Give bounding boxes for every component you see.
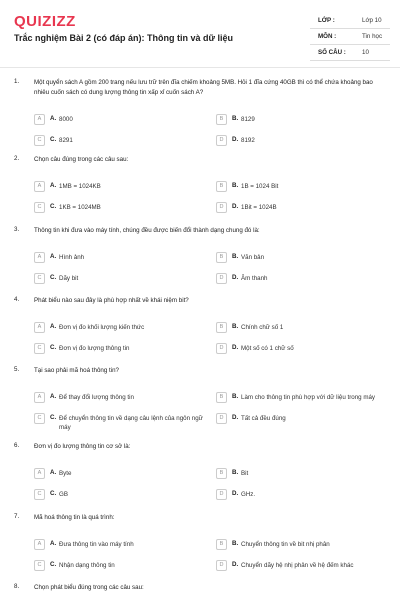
option-letter: A. [50, 115, 57, 122]
option-letter: A. [50, 469, 57, 476]
option-letter: C. [50, 561, 57, 568]
option-letter: D. [232, 490, 239, 497]
meta-value: 10 [362, 49, 369, 56]
meta-panel [310, 15, 390, 63]
option-box: A [34, 114, 45, 125]
option-box: A [34, 539, 45, 550]
question-number: 5. [14, 366, 20, 373]
option-box: B [216, 114, 227, 125]
option-box: A [34, 181, 45, 192]
option-box: B [216, 322, 227, 333]
question-text: Chọn phát biểu đúng trong các câu sau: [34, 584, 144, 591]
option-text: 8000 [59, 116, 73, 123]
meta-value: Lớp 10 [362, 17, 382, 24]
option-letter: C. [50, 136, 57, 143]
quizizz-logo: QUIZIZZ [14, 13, 76, 30]
option-letter: C. [50, 344, 57, 351]
option-box: D [216, 343, 227, 354]
option-text: Chính chữ số 1 [241, 324, 284, 331]
option-box: B [216, 392, 227, 403]
option-text: Nhận dạng thông tin [59, 562, 115, 569]
header-divider [0, 67, 400, 68]
question-number: 6. [14, 442, 20, 449]
option-letter: B. [232, 115, 239, 122]
meta-row-subject [310, 31, 390, 45]
option-box: D [216, 489, 227, 500]
option-letter: B. [232, 469, 239, 476]
option-letter: C. [50, 203, 57, 210]
option-letter: D. [232, 561, 239, 568]
option-text: 8291 [59, 137, 73, 144]
option-text: 1B = 1024 Bit [241, 183, 279, 190]
option-text: GB [59, 491, 68, 498]
option-letter: A. [50, 253, 57, 260]
option-box: D [216, 560, 227, 571]
option-letter: C. [50, 414, 57, 421]
option-box: B [216, 252, 227, 263]
option-text: Làm cho thông tin phù hợp với dữ liệu trong máy [241, 394, 376, 401]
meta-row-class [310, 15, 390, 29]
option-box: A [34, 322, 45, 333]
option-box: C [34, 273, 45, 284]
option-box: D [216, 273, 227, 284]
question-text: Một quyển sách A gồm 200 trang nếu lưu trữ trên đĩa chiếm khoảng 5MB. Hỏi 1 đĩa cứng 40GB thì có thể chứa khoảng bao nhiêu cuốn sách có dung lượng thông tin xấp xỉ cuốn sách A? [34, 79, 373, 96]
option-text: Để thay đổi lượng thông tin [59, 394, 134, 401]
option-text: 1Bit = 1024B [241, 204, 277, 211]
option-box: B [216, 181, 227, 192]
option-letter: D. [232, 203, 239, 210]
meta-label: SỐ CÂU : [318, 49, 346, 56]
option-text: Hình ảnh [59, 254, 85, 261]
option-box: C [34, 135, 45, 146]
option-box: C [34, 202, 45, 213]
question-text: Chọn câu đúng trong các câu sau: [34, 156, 129, 163]
option-letter: C. [50, 490, 57, 497]
option-letter: D. [232, 344, 239, 351]
option-text: GHz. [241, 491, 256, 498]
option-text: Dãy bit [59, 275, 79, 282]
option-text: Đưa thông tin vào máy tính [59, 541, 134, 548]
page-title: Trắc nghiệm Bài 2 (có đáp án): Thông tin và dữ liệu [14, 33, 234, 43]
option-text: 1MB = 1024KB [59, 183, 101, 190]
option-letter: B. [232, 393, 239, 400]
question-text: Thông tin khi đưa vào máy tính, chúng đều được biến đổi thành dạng chung đó là: [34, 227, 260, 234]
option-letter: B. [232, 323, 239, 330]
question-number: 7. [14, 513, 20, 520]
option-text: 1KB = 1024MB [59, 204, 101, 211]
option-text: Chuyển dãy hệ nhị phân về hệ đếm khác [241, 562, 354, 569]
option-letter: D. [232, 136, 239, 143]
option-text: 8192 [241, 137, 255, 144]
option-box: C [34, 489, 45, 500]
option-box: A [34, 252, 45, 263]
meta-value: Tin học [362, 33, 383, 40]
question-number: 2. [14, 155, 20, 162]
option-box: A [34, 392, 45, 403]
option-text: Byte [59, 470, 72, 477]
meta-label: LỚP : [318, 17, 335, 24]
question-number: 1. [14, 78, 20, 85]
option-letter: C. [50, 274, 57, 281]
option-letter: D. [232, 414, 239, 421]
option-letter: A. [50, 540, 57, 547]
question-text: Mã hoá thông tin là quá trình: [34, 514, 115, 521]
option-letter: B. [232, 253, 239, 260]
option-text: Bit [241, 470, 249, 477]
option-box: C [34, 413, 45, 424]
option-box: D [216, 413, 227, 424]
option-letter: B. [232, 540, 239, 547]
option-letter: A. [50, 182, 57, 189]
question-text: Đơn vị đo lượng thông tin cơ sở là: [34, 443, 131, 450]
option-text: Để chuyển thông tin về dạng câu lệnh của ngôn ngữ máy [59, 415, 203, 431]
option-letter: A. [50, 323, 57, 330]
option-text: Văn bản [241, 254, 265, 261]
option-text: Chuyển thông tin về bit nhị phân [241, 541, 330, 548]
option-text: Một số có 1 chữ số [241, 345, 294, 352]
question-text: Phát biểu nào sau đây là phù hợp nhất về khái niệm bit? [34, 297, 189, 304]
option-box: C [34, 343, 45, 354]
option-box: D [216, 202, 227, 213]
option-box: B [216, 539, 227, 550]
option-box: B [216, 468, 227, 479]
option-box: A [34, 468, 45, 479]
option-text: Đơn vị đo lượng thông tin [59, 345, 130, 352]
option-letter: A. [50, 393, 57, 400]
option-text: Đơn vị đo khối lượng kiến thức [59, 324, 145, 331]
option-text: Âm thanh [241, 275, 268, 282]
option-box: D [216, 135, 227, 146]
question-number: 3. [14, 226, 20, 233]
question-number: 4. [14, 296, 20, 303]
question-text: Tại sao phải mã hoá thông tin? [34, 367, 119, 374]
option-box: C [34, 560, 45, 571]
option-text: Tất cả đều đúng [241, 415, 286, 422]
option-text: 8129 [241, 116, 255, 123]
option-letter: D. [232, 274, 239, 281]
meta-label: MÔN : [318, 33, 337, 40]
option-letter: B. [232, 182, 239, 189]
meta-row-count [310, 47, 390, 61]
question-number: 8. [14, 583, 20, 590]
